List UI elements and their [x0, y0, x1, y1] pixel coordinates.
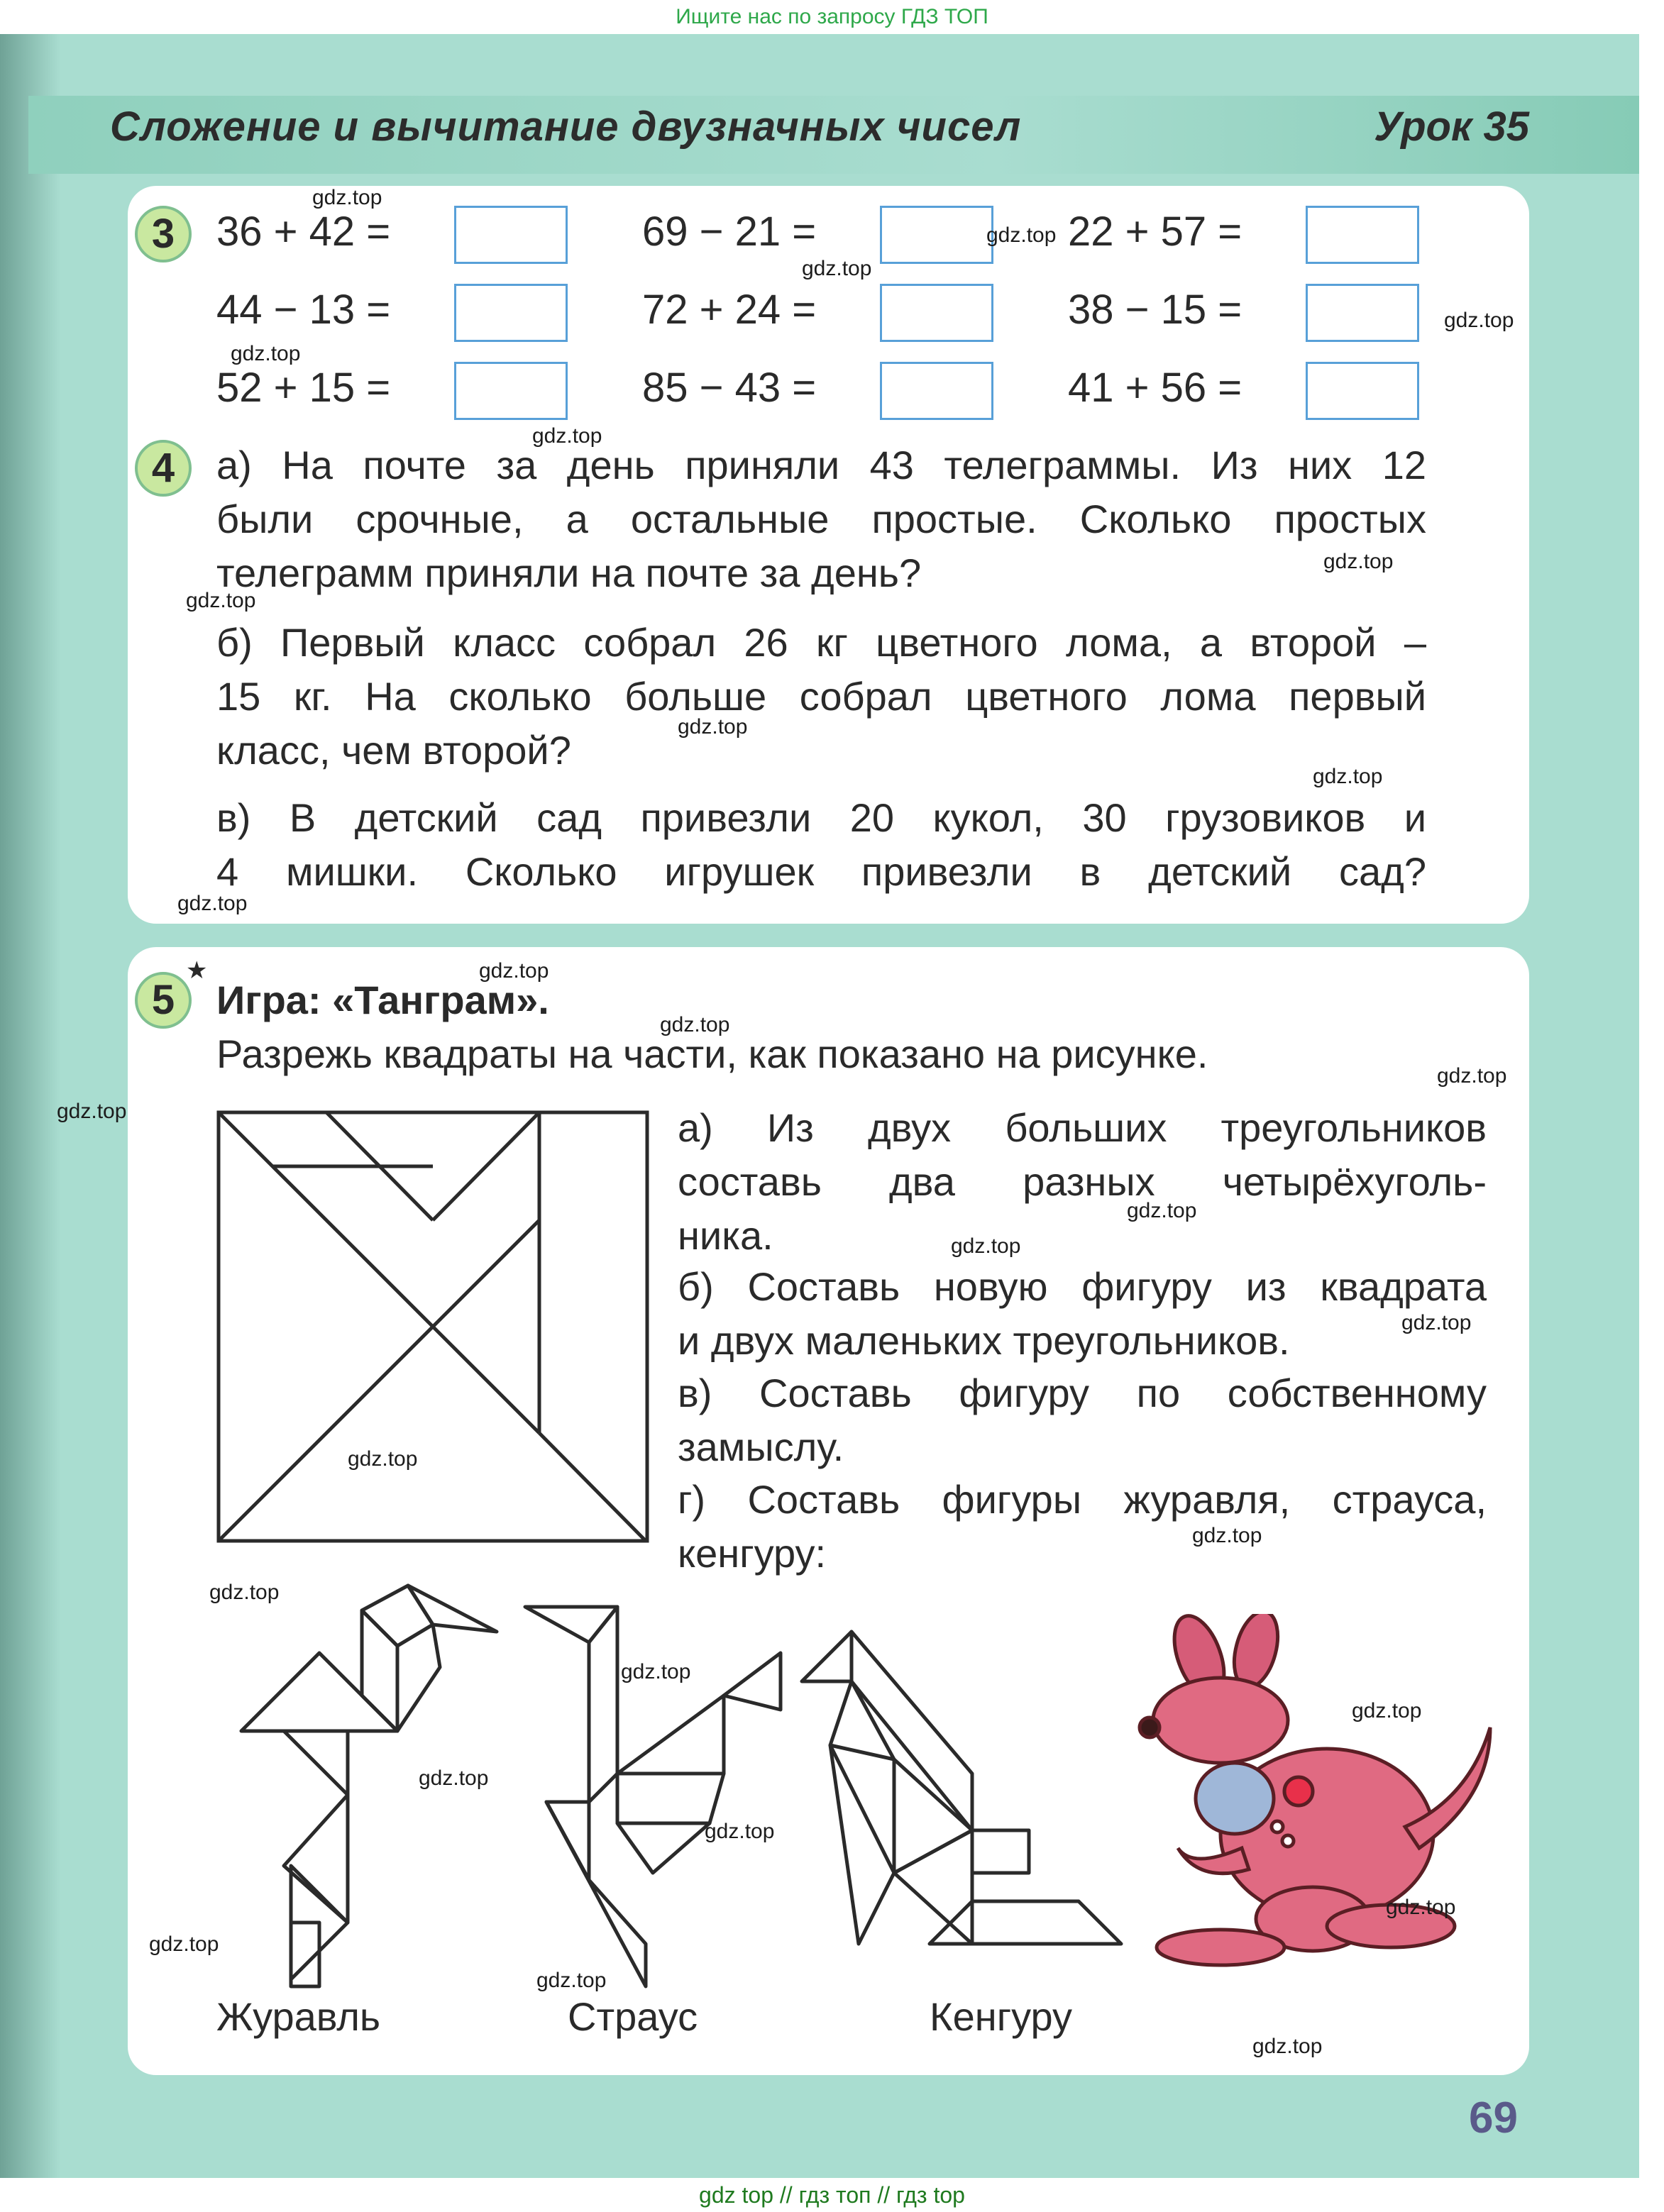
watermark: gdz.top: [209, 1581, 280, 1604]
task-4a-line: а) На почте за день приняли 43 телеграммы. Из них 12: [216, 443, 1426, 487]
equation: 38 − 15 =: [1068, 287, 1243, 333]
crane-tangram-figure: [227, 1582, 539, 2001]
answer-box[interactable]: [1306, 206, 1419, 264]
kangaroo-illustration: [1135, 1614, 1504, 1983]
watermark: gdz.top: [802, 257, 872, 280]
equation: 52 + 15 =: [216, 365, 391, 411]
watermark: gdz.top: [1323, 550, 1394, 573]
watermark: gdz.top: [1192, 1524, 1262, 1547]
page-number: 69: [1469, 2094, 1518, 2142]
star-icon: ★: [186, 957, 208, 984]
tangram-cut: [539, 1433, 646, 1541]
task-5b: [678, 1260, 1487, 1368]
watermark: gdz.top: [177, 892, 248, 915]
task-4b-line: класс, чем второй?: [216, 728, 571, 773]
watermark: gdz.top: [231, 342, 301, 365]
lesson-label: Урок 35: [1374, 104, 1529, 150]
task-number-4: 4: [135, 440, 192, 497]
bottom-banner: gdz top // гдз топ // гдз top: [0, 2178, 1664, 2212]
task-5d-line: г) Составь фигуры журавля, страуса,: [678, 1477, 1487, 1522]
task-5a-line: ника.: [678, 1213, 773, 1258]
ostrich-label: Страус: [568, 1994, 698, 2039]
task-4b-line: 15 кг. На сколько больше собрал цветного лома первый: [216, 674, 1426, 719]
equation: 22 + 57 =: [1068, 209, 1243, 255]
watermark: gdz.top: [678, 715, 748, 739]
watermark: gdz.top: [1401, 1311, 1472, 1334]
answer-box[interactable]: [454, 362, 568, 420]
task-4c-line: 4 мишки. Сколько игрушек привезли в детский сад?: [216, 849, 1426, 894]
watermark: gdz.top: [532, 424, 602, 448]
answer-box[interactable]: [454, 284, 568, 342]
crane-label: Журавль: [216, 1994, 381, 2039]
watermark: gdz.top: [986, 223, 1057, 247]
task-number-3: 3: [135, 206, 192, 262]
page-spine-shadow: [0, 34, 60, 2184]
task-5a-line: составь два разных четырёхуголь-: [678, 1159, 1487, 1204]
watermark: gdz.top: [312, 186, 382, 209]
answer-box[interactable]: [454, 206, 568, 264]
task-4b-line: б) Первый класс собрал 26 кг цветного лома, а второй –: [216, 620, 1426, 665]
task-4a-line: были срочные, а остальные простые. Сколько простых: [216, 497, 1426, 541]
task-5c: [678, 1366, 1487, 1474]
kangaroo-tangram-figure: [795, 1617, 1128, 1986]
task-5d-line: кенгуру:: [678, 1531, 827, 1576]
task-5c-line: в) Составь фигуру по собственному: [678, 1371, 1487, 1415]
answer-box[interactable]: [880, 362, 993, 420]
task-5b-line: и двух маленьких треугольников.: [678, 1318, 1290, 1363]
top-banner: Ищите нас по запросу ГДЗ ТОП: [676, 5, 988, 28]
answer-box[interactable]: [880, 284, 993, 342]
watermark: gdz.top: [660, 1013, 730, 1036]
watermark: gdz.top: [348, 1447, 418, 1471]
equation: 44 − 13 =: [216, 287, 391, 333]
watermark: gdz.top: [1352, 1699, 1422, 1722]
answer-box[interactable]: [1306, 362, 1419, 420]
equation: 69 − 21 =: [642, 209, 817, 255]
task-4c: [216, 791, 1426, 899]
equation: 36 + 42 =: [216, 209, 391, 255]
watermark: gdz.top: [149, 1932, 219, 1956]
watermark: gdz.top: [621, 1660, 691, 1683]
kangaroo-label: Кенгуру: [930, 1994, 1073, 2039]
task-5-intro: Разрежь квадраты на части, как показано на рисунке.: [216, 1032, 1208, 1076]
task-5a-line: а) Из двух больших треугольников: [678, 1105, 1487, 1150]
watermark: gdz.top: [1444, 309, 1514, 332]
ostrich-tangram-figure: [511, 1589, 809, 2001]
tangram-cut: [219, 1220, 539, 1541]
watermark: gdz.top: [57, 1100, 127, 1123]
equation: 85 − 43 =: [642, 365, 817, 411]
watermark: gdz.top: [536, 1969, 607, 1992]
task-4c-line: в) В детский сад привезли 20 кукол, 30 грузовиков и: [216, 795, 1426, 840]
task-5a: [678, 1101, 1487, 1263]
task-5-title: Игра: «Танграм».: [216, 978, 549, 1022]
watermark: gdz.top: [419, 1766, 489, 1790]
watermark: gdz.top: [1127, 1199, 1197, 1222]
watermark: gdz.top: [1386, 1896, 1456, 1919]
watermark: gdz.top: [1437, 1064, 1507, 1088]
tangram-square-diagram: [213, 1107, 653, 1547]
task-4a-line: телеграмм приняли на почте за день?: [216, 551, 922, 595]
watermark: gdz.top: [705, 1820, 775, 1843]
page-title: Сложение и вычитание двузначных чисел: [110, 104, 1022, 150]
equation: 72 + 24 =: [642, 287, 817, 333]
watermark: gdz.top: [479, 959, 549, 983]
task-5b-line: б) Составь новую фигуру из квадрата: [678, 1264, 1487, 1309]
task-5c-line: замыслу.: [678, 1425, 844, 1469]
watermark: gdz.top: [1313, 765, 1383, 788]
tangram-cut: [433, 1112, 539, 1220]
answer-box[interactable]: [1306, 284, 1419, 342]
task-number-5: 5: [135, 972, 192, 1029]
answer-box[interactable]: [880, 206, 993, 264]
watermark: gdz.top: [951, 1234, 1021, 1258]
task-4a: [216, 438, 1426, 600]
watermark: gdz.top: [186, 589, 256, 612]
task-4b: [216, 616, 1426, 778]
equation: 41 + 56 =: [1068, 365, 1243, 411]
task-5d: [678, 1473, 1487, 1581]
watermark: gdz.top: [1252, 2035, 1323, 2058]
